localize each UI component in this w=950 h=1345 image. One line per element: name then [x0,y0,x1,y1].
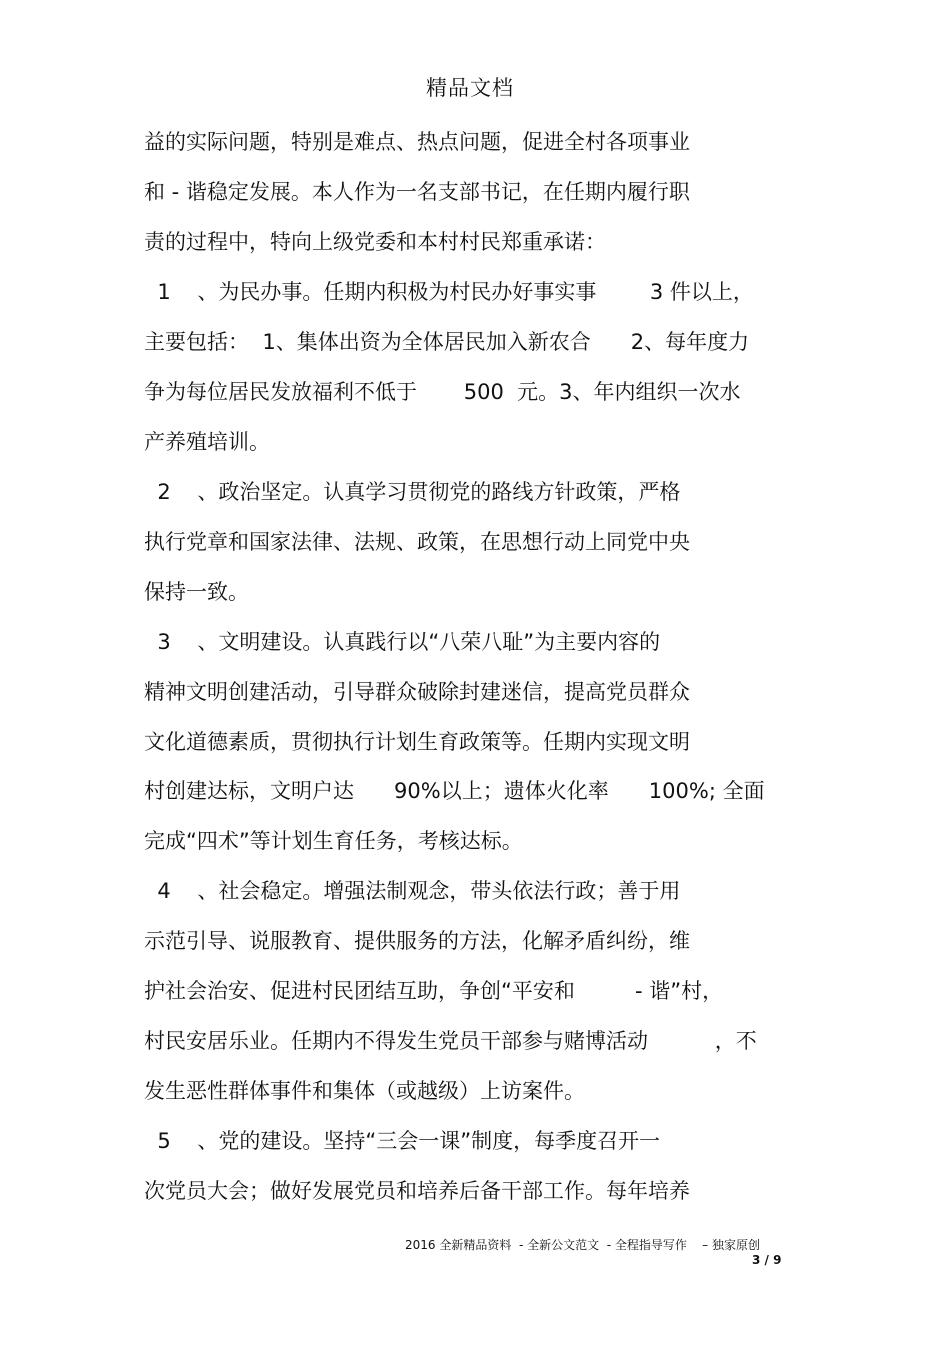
text-line: 益的实际问题，特别是难点、热点问题，促进全村各项事业 [144,130,690,154]
page-footer: 2016 全新精品资料 - 全新公文范文 - 全程指导写作 – 独家原创 [405,1238,760,1252]
text-line: 和 - 谐稳定发展。本人作为一名支部书记，在任期内履行职 [144,180,690,204]
text-line: 争为每位居民发放福利不低于 500 元。3、年内组织一次水 [144,380,741,404]
text-line: 1 、为民办事。任期内积极为村民办好事实事 3 件以上， [144,280,754,304]
text-line: 村创建达标，文明户达 90%以上；遗体火化率 100%; 全面 [144,779,765,803]
text-line: 发生恶性群体事件和集体（或越级）上访案件。 [144,1079,585,1103]
page-number: 3 / 9 [752,1253,782,1267]
text-line: 2 、政治坚定。认真学习贯彻党的路线方针政策，严格 [144,480,681,504]
text-line: 4 、社会稳定。增强法制观念，带头依法行政；善于用 [144,879,681,903]
text-line: 5 、党的建设。坚持“三会一课”制度，每季度召开一 [144,1129,661,1153]
text-line: 文化道德素质，贯彻执行计划生育政策等。任期内实现文明 [144,730,690,754]
text-line: 责的过程中，特向上级党委和本村村民郑重承诺： [144,230,606,254]
text-line: 3 、文明建设。认真践行以“八荣八耻”为主要内容的 [144,630,661,654]
text-line: 主要包括： 1、集体出资为全体居民加入新农合 2、每年度力 [144,330,750,354]
page-header: 精品文档 [426,76,514,100]
text-line: 执行党章和国家法律、法规、政策，在思想行动上同党中央 [144,530,690,554]
text-line: 次党员大会；做好发展党员和培养后备干部工作。每年培养 [144,1179,690,1203]
text-line: 产养殖培训。 [144,430,270,454]
text-line: 完成“四术”等计划生育任务，考核达标。 [144,829,523,853]
text-line: 保持一致。 [144,580,249,604]
text-line: 村民安居乐业。任期内不得发生党员干部参与赌博活动 ，不 [144,1029,757,1053]
text-line: 示范引导、说服教育、提供服务的方法，化解矛盾纠纷，维 [144,929,690,953]
text-line: 护社会治安、促进村民团结互助，争创“平安和 - 谐”村， [144,979,724,1003]
text-line: 精神文明创建活动，引导群众破除封建迷信，提高党员群众 [144,680,690,704]
